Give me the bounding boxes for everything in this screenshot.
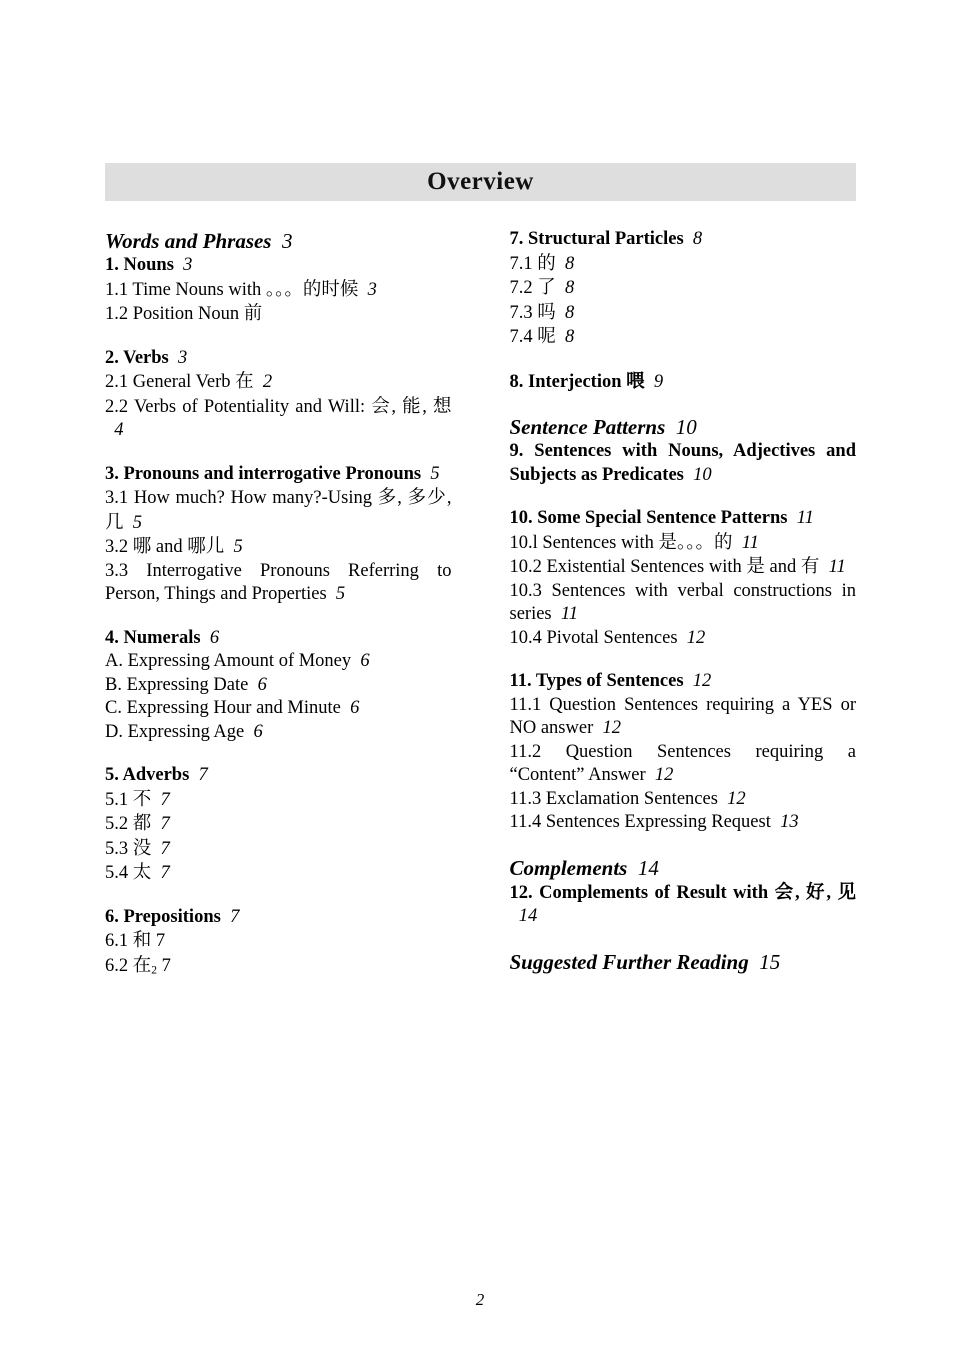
toc-section-entry[interactable]: 2. Verbs 3 (105, 347, 188, 368)
toc-page-number: 11 (560, 604, 579, 624)
toc-page-number: 3 (183, 255, 193, 275)
toc-group-gap (510, 487, 857, 507)
toc-subsection-entry[interactable]: 1.1 Time Nouns with 。。。的时候 3 (105, 278, 377, 300)
toc-column-right (510, 228, 857, 983)
toc-section-entry[interactable]: 3. Pronouns and interrogative Pronouns 5 (105, 463, 440, 484)
toc-subsection-entry[interactable]: 10.l Sentences with 是。。。的 11 (509, 531, 759, 553)
toc-subsection-entry[interactable]: 7.1 的 8 (509, 252, 575, 274)
toc-subsection-entry[interactable]: 5.4 太 7 (105, 862, 170, 883)
toc-subsection-entry[interactable]: 10.2 Existential Sentences with 是 and 有 11 (509, 556, 846, 577)
toc-page-number: 15 (759, 949, 781, 974)
toc-subsection-entry[interactable]: 1.2 Position Noun 前 (105, 303, 263, 324)
toc-group-gap (105, 744, 452, 764)
toc-subsection-entry[interactable]: 3.3 Interrogative Pronouns Referring to Person, Things and Properties 5 (105, 560, 452, 604)
toc-page-number: 3 (367, 279, 377, 300)
toc-page-number: 10 (693, 464, 712, 485)
toc-page-number: 12 (654, 765, 674, 785)
toc-section-entry[interactable]: 6. Prepositions 7 (105, 906, 240, 927)
toc-page-number: 8 (692, 229, 703, 249)
toc-page-number: 2 (262, 372, 273, 392)
toc-page-number: 13 (780, 812, 799, 832)
toc-subsection-entry[interactable]: 10.4 Pivotal Sentences 12 (509, 627, 706, 648)
toc-page-number: 5 (132, 512, 143, 533)
toc-subsection-entry[interactable]: 3.2 哪 and 哪儿 5 (105, 536, 243, 557)
toc-page-number: 5 (233, 537, 243, 557)
toc-page-number: 5 (430, 463, 440, 484)
toc-subsection-entry[interactable]: 10.3 Sentences with verbal constructions in series 11 (509, 580, 856, 624)
toc-subsection-entry[interactable]: 5.2 都 7 (105, 813, 170, 834)
toc-page-number: 4 (114, 420, 124, 440)
toc-section-entry[interactable]: 7. Structural Particles 8 (509, 229, 703, 249)
toc-group-gap (105, 327, 452, 347)
toc-section-entry[interactable]: 11. Types of Sentences 12 (509, 671, 712, 691)
toc-subsection-entry[interactable]: 3.1 How much? How many?-Using 多, 多少, 几 5 (105, 487, 452, 533)
toc-page-number: 8 (565, 327, 575, 347)
page-title: Overview (427, 168, 534, 195)
toc-group-gap (105, 607, 452, 627)
toc-subsection-entry[interactable]: 7.2 了 8 (509, 277, 575, 298)
toc-subsection-entry[interactable]: 11.4 Sentences Expressing Request 13 (509, 812, 799, 832)
toc-page-number: 12 (602, 718, 621, 738)
toc-section-entry[interactable]: 10. Some Special Sentence Patterns 11 (509, 508, 814, 528)
toc-subsection-entry[interactable]: 11.2 Question Sentences requiring a “Content” Answer 12 (509, 741, 856, 785)
toc-page-number: 14 (637, 855, 659, 880)
toc-subsection-entry[interactable]: B. Expressing Date 6 (105, 674, 267, 695)
toc-page-number: 6 (209, 627, 220, 648)
toc-page-number: 7 (198, 765, 208, 785)
toc-page-number: 7 (160, 814, 170, 834)
toc-subsection-entry[interactable]: D. Expressing Age 6 (105, 721, 263, 742)
toc-part-heading[interactable]: Suggested Further Reading 15 (509, 949, 781, 974)
toc-subsection-entry[interactable]: 6.2 在$_2$ 7 (105, 954, 171, 977)
toc-subsection-entry[interactable]: 11.3 Exclamation Sentences 12 (509, 788, 746, 809)
toc-page-number: 9 (653, 371, 664, 392)
toc-subsection-entry[interactable]: 5.3 没 7 (105, 837, 170, 859)
toc-section-entry[interactable]: 9. Sentences with Nouns, Adjectives and Subjects as Predicates 10 (509, 441, 856, 485)
toc-group-gap (510, 835, 857, 855)
toc-part-heading[interactable]: Words and Phrases 3 (105, 229, 293, 253)
toc-page-number: 14 (518, 906, 538, 926)
toc-page-number: 11 (796, 508, 814, 528)
toc-page-number: 6 (360, 651, 370, 671)
toc-page-number: 6 (350, 698, 360, 718)
toc-page-number: 11 (828, 557, 846, 577)
toc-group-gap (510, 929, 857, 949)
toc-page-number: 8 (565, 278, 575, 298)
toc-subsection-entry[interactable]: 7.3 吗 8 (509, 301, 575, 323)
toc-group-gap (510, 350, 857, 370)
toc-subsection-entry[interactable]: 2.2 Verbs of Potentiality and Will: 会, 能, 想 4 (105, 395, 452, 440)
toc-page-number: 7 (160, 838, 170, 859)
toc-group-gap (510, 650, 857, 670)
toc-page-number: 7 (160, 789, 170, 810)
toc-page-number: 7 (230, 906, 240, 927)
toc-subsection-entry[interactable]: 11.1 Question Sentences requiring a YES or NO answer 12 (509, 694, 856, 738)
toc-page-number: 12 (686, 627, 706, 648)
page-number: 2 (475, 1290, 485, 1309)
toc-subsection-entry[interactable]: 5.1 不 7 (105, 788, 170, 810)
toc-part-heading[interactable]: Sentence Patterns 10 (509, 415, 697, 439)
toc-group-gap (105, 443, 452, 463)
toc-page-number: 3 (281, 229, 293, 253)
toc-page-number: 6 (253, 721, 263, 742)
toc-page-number: 8 (565, 253, 575, 274)
toc-section-entry[interactable]: 1. Nouns 3 (105, 255, 193, 275)
toc-section-entry[interactable]: 4. Numerals 6 (105, 627, 220, 648)
toc-page-number: 7 (160, 863, 170, 883)
toc-page-number: 11 (741, 532, 759, 553)
toc-group-gap (510, 394, 857, 414)
toc-page-number: 3 (178, 347, 188, 368)
toc-subsection-entry[interactable]: 2.1 General Verb 在 2 (105, 371, 273, 392)
toc-page-number: 12 (727, 788, 746, 809)
toc-section-entry[interactable]: 5. Adverbs 7 (105, 765, 208, 785)
toc-page-number: 12 (692, 671, 712, 691)
toc-page-number: 8 (565, 302, 575, 323)
toc-column-left (105, 228, 452, 983)
toc-subsection-entry[interactable]: 7.4 呢 8 (509, 326, 575, 347)
toc-subsection-entry[interactable]: 6.1 和 7 (105, 930, 166, 951)
toc-group-gap (105, 886, 452, 906)
toc-page-number: 6 (257, 674, 267, 695)
toc-section-entry[interactable]: 12. Complements of Result with 会, 好, 见 14 (509, 881, 856, 926)
toc-page-number: 10 (675, 415, 697, 439)
toc-subsection-entry[interactable]: C. Expressing Hour and Minute 6 (105, 698, 360, 718)
toc-page-number: 5 (335, 584, 346, 604)
toc-columns (105, 228, 856, 983)
toc-section-entry[interactable]: 8. Interjection 喂 9 (509, 370, 664, 392)
page-title-banner (105, 163, 856, 201)
toc-subsection-entry[interactable]: A. Expressing Amount of Money 6 (105, 651, 370, 671)
toc-part-heading[interactable]: Complements 14 (509, 855, 659, 880)
